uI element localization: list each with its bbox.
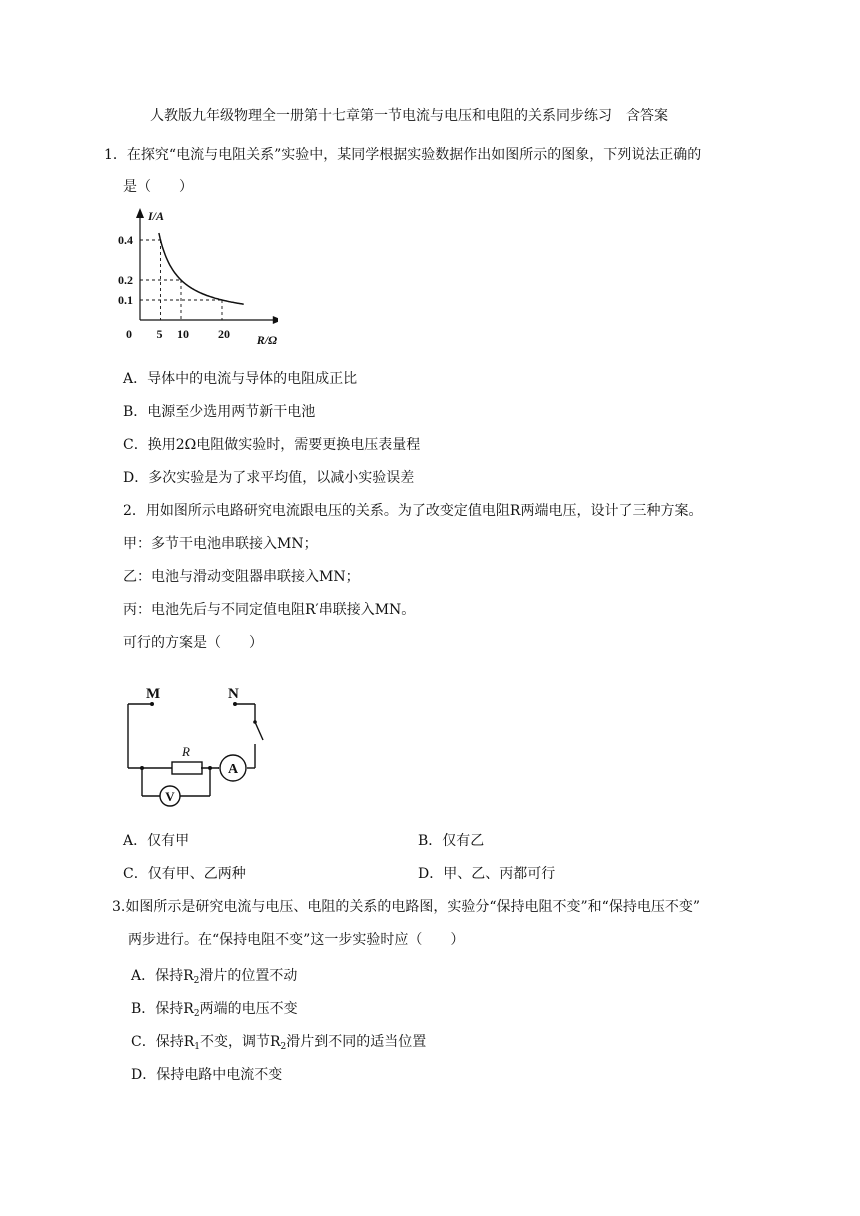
- q2-plan-jia: 甲：多节干电池串联接入MN；: [123, 536, 318, 552]
- q1-option-b: B．电源至少选用两节新干电池: [123, 404, 316, 420]
- q3-stem-line1: 3.如图所示是研究电流与电压、电阻的关系的电路图，实验分“保持电阻不变”和“保持电压不变”: [112, 899, 700, 915]
- page-title: 人教版九年级物理全一册第十七章第一节电流与电压和电阻的关系同步练习 含答案: [150, 108, 668, 124]
- x-axis-arrow: [273, 316, 278, 324]
- terminal-n: [233, 702, 237, 706]
- y-axis-label: I/A: [148, 209, 165, 223]
- x-axis-label: R/Ω: [256, 333, 278, 347]
- q1-graph: [118, 208, 278, 356]
- q3-option-c: C．保持$R_1$不变，调节$R_2$滑片到不同的适当位置: [131, 1034, 427, 1052]
- q1-option-a: A．导体中的电流与导体的电阻成正比: [123, 371, 358, 387]
- label-voltmeter: V: [165, 789, 175, 804]
- q3-option-a: A．保持$R_2$滑片的位置不动: [131, 968, 298, 986]
- label-m: M: [146, 686, 161, 702]
- label-ammeter: A: [227, 762, 239, 777]
- y-tick-0.2: 0.2: [118, 273, 133, 287]
- curve-i-vs-r: [159, 233, 244, 304]
- q2-option-a: A．仅有甲: [123, 833, 190, 849]
- q2-stem-line1: 2．用如图所示电路研究电流跟电压的关系。为了改变定值电阻R两端电压，设计了三种方案。: [123, 503, 703, 519]
- x-tick-20: 20: [218, 327, 230, 341]
- q1-option-d: D．多次实验是为了求平均值，以减小实验误差: [123, 470, 415, 486]
- q1-stem-line2: 是（ ）: [123, 179, 193, 195]
- terminal-m: [150, 702, 154, 706]
- origin-label: 0: [126, 327, 132, 341]
- q1-option-c: C．换用2Ω电阻做实验时，需要更换电压表量程: [123, 437, 421, 453]
- q3-option-d: D．保持电路中电流不变: [131, 1067, 283, 1083]
- q1-stem-line1: 1．在探究“电流与电阻关系”实验中，某同学根据实验数据作出如图所示的图象，下列说法正确的: [104, 147, 702, 163]
- q2-option-c: C．仅有甲、乙两种: [123, 866, 246, 882]
- resistor-r: [172, 762, 202, 774]
- x-tick-5: 5: [156, 327, 163, 341]
- q2-question: 可行的方案是（ ）: [123, 635, 263, 651]
- y-tick-0.1: 0.1: [118, 293, 133, 307]
- q2-option-d: D．甲、乙、丙都可行: [418, 866, 556, 882]
- x-tick-10: 10: [177, 327, 189, 341]
- q3-stem-line2: 两步进行。在“保持电阻不变”这一步实验时应（ ）: [128, 932, 465, 948]
- label-n: N: [228, 686, 239, 702]
- switch-blade: [255, 722, 263, 740]
- q2-plan-yi: 乙：电池与滑动变阻器串联接入MN；: [123, 569, 360, 585]
- q2-plan-bing: 丙：电池先后与不同定值电阻R′串联接入MN。: [123, 602, 416, 618]
- y-axis-arrow: [136, 208, 144, 218]
- q3-option-b: B．保持$R_2$两端的电压不变: [131, 1001, 298, 1019]
- y-tick-0.4: 0.4: [118, 233, 133, 247]
- q2-option-b: B．仅有乙: [418, 833, 485, 849]
- label-r: R: [182, 744, 190, 759]
- q2-circuit-diagram: [118, 680, 268, 810]
